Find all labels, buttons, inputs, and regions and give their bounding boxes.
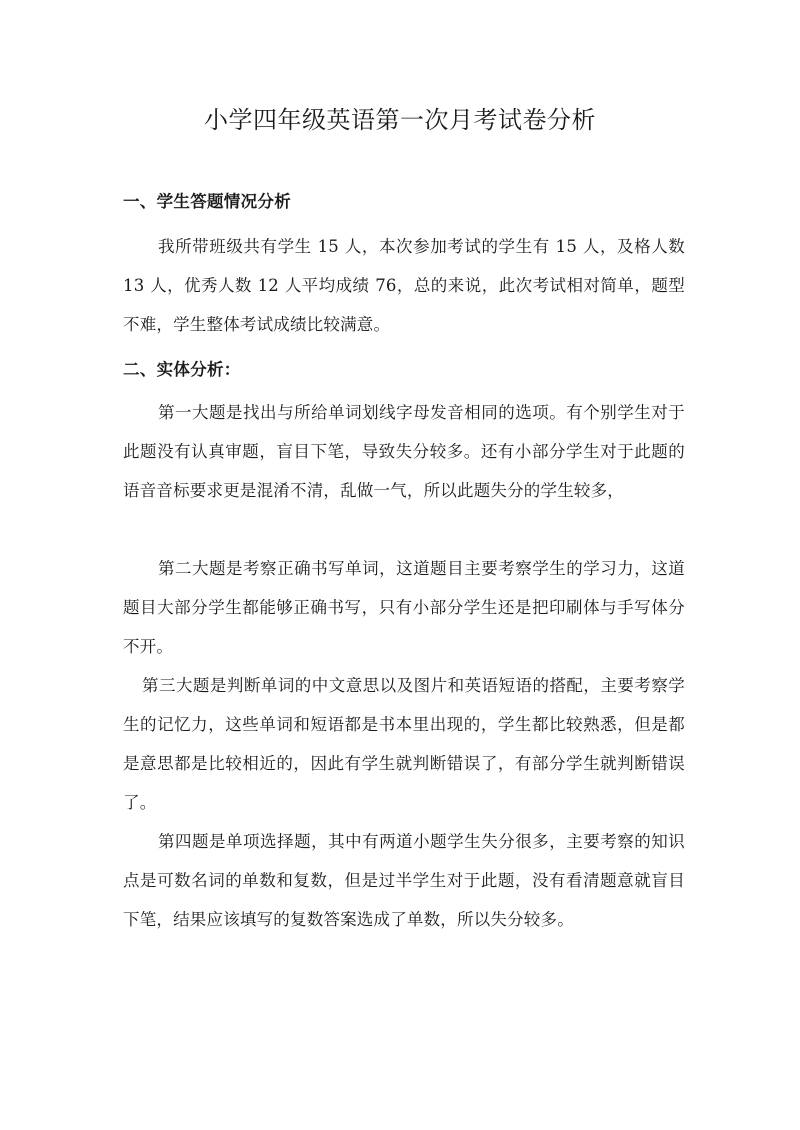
paragraph-question-4: 第四题是单项选择题，其中有两道小题学生失分很多，主要考察的知识点是可数名词的单数和复数，但是过半学生对于此题，没有看清题意就盲目下笔，结果应该填写的复数答案选成了单数，所以失分较多。 xyxy=(123,832,685,929)
paragraph-question-1: 第一大题是找出与所给单词划线字母发音相同的选项。有个别学生对于此题没有认真审题，盲目下笔，导致失分较多。还有小部分学生对于此题的语音音标要求更是混淆不清，乱做一气，所以此题失分的学生较多， xyxy=(123,403,685,500)
paragraph-student-analysis: 我所带班级共有学生 15 人，本次参加考试的学生有 15 人，及格人数 13 人，优秀人数 12 人平均成绩 76，总的来说，此次考试相对简单，题型不难，学生整体考试成绩比较满意。 xyxy=(123,237,685,334)
paragraph-question-2: 第二大题是考察正确书写单词，这道题目主要考察学生的学习力，这道题目大部分学生都能够正确书写，只有小部分学生还是把印刷体与手写体分不开。 xyxy=(123,559,685,656)
document-title: 小学四年级英语第一次月考试卷分析 xyxy=(204,106,596,134)
paragraph-question-3: 第三大题是判断单词的中文意思以及图片和英语短语的搭配，主要考察学生的记忆力，这些单词和短语都是书本里出现的，学生都比较熟悉，但是都是意思都是比较相近的，因此有学生就判断错误了，有部分学生就判断错误了。 xyxy=(123,676,685,812)
section-heading-entity-analysis: 二、实体分析： xyxy=(123,360,241,379)
section-heading-student-analysis: 一、学生答题情况分析 xyxy=(123,192,291,211)
